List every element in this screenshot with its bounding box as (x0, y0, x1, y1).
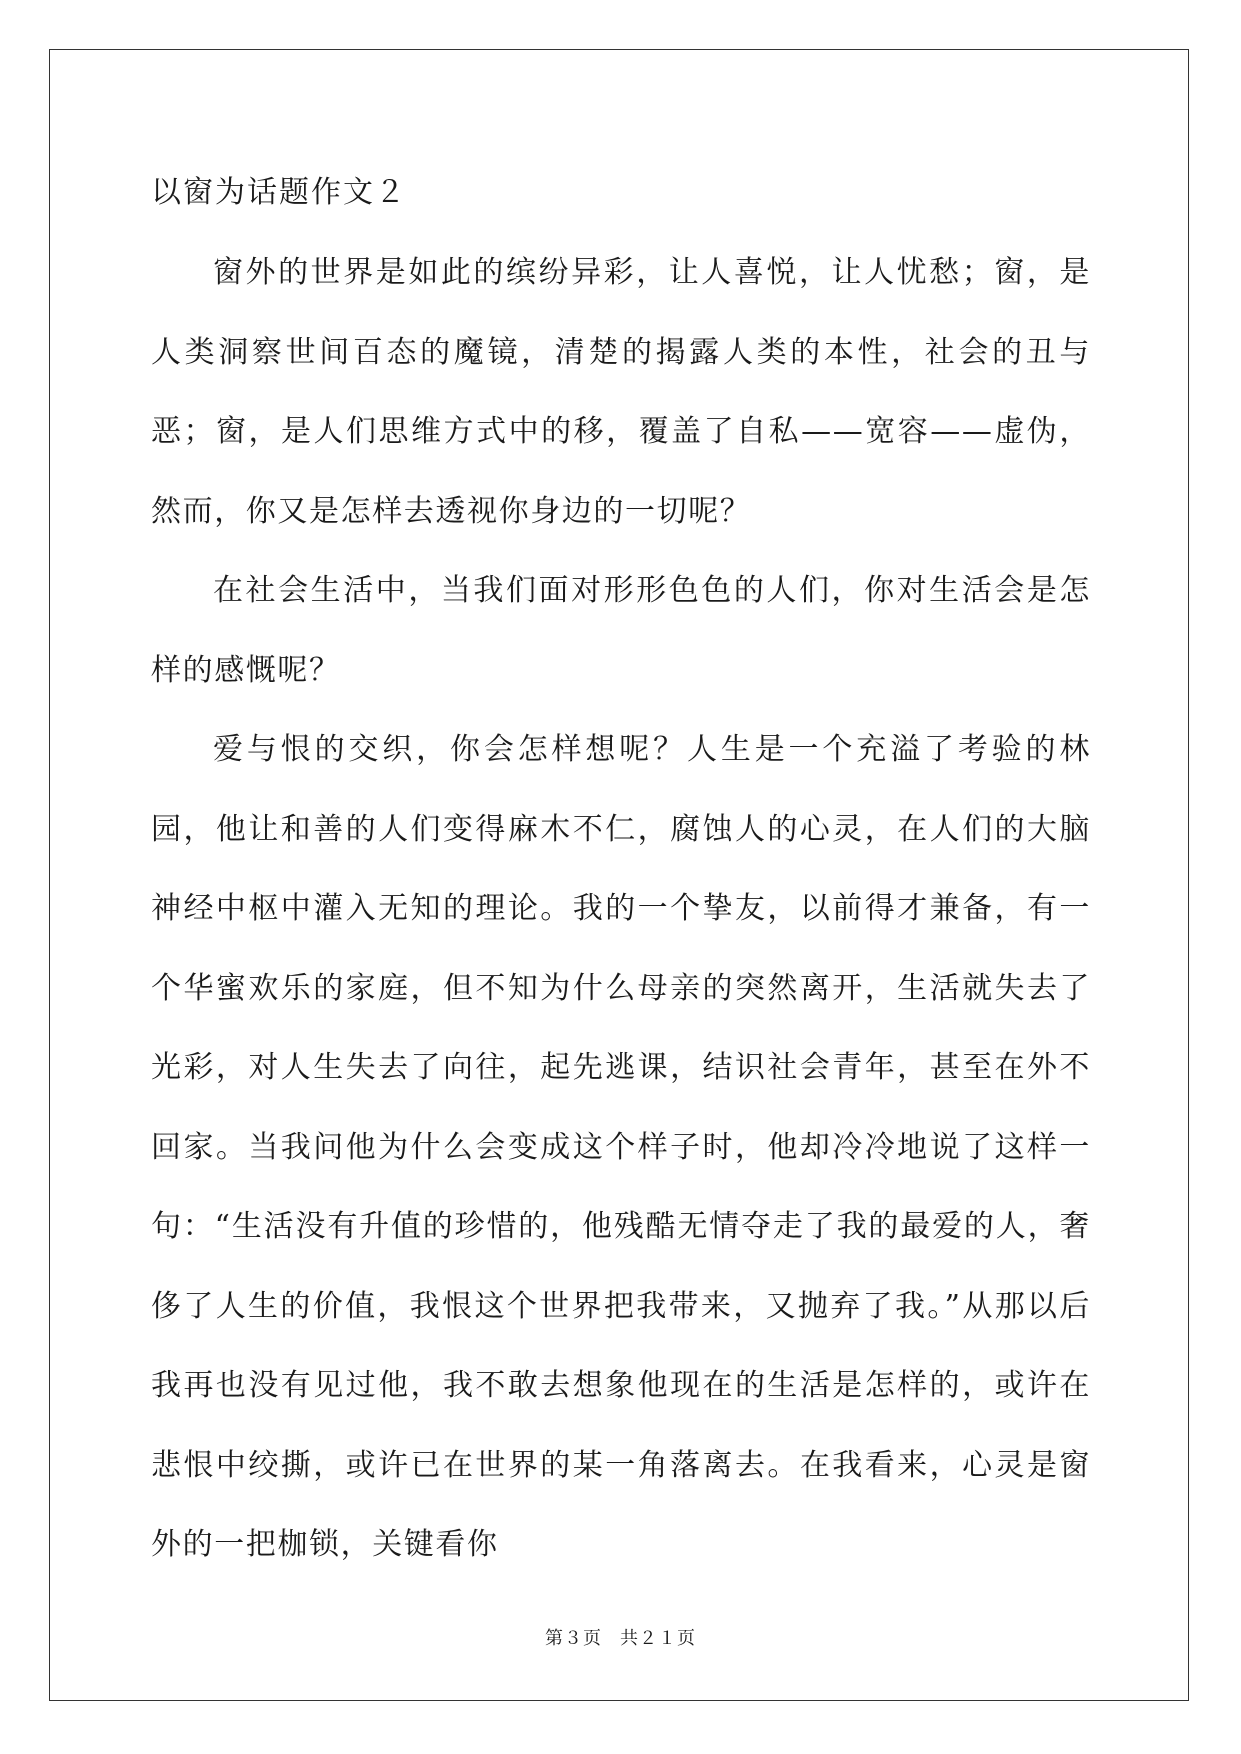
paragraph-1: 窗外的世界是如此的缤纷异彩，让人喜悦，让人忧愁；窗，是人类洞察世间百态的魔镜，清楚的揭露人类的本性，社会的丑与恶；窗，是人们思维方式中的移，覆盖了自私——宽容——虚伪，然而，你又是怎样去透视你身边的一切呢？ (151, 255, 1091, 529)
page-total: 共２１页 (620, 1628, 696, 1649)
paragraph-3: 爱与恨的交织，你会怎样想呢？人生是一个充溢了考验的林园，他让和善的人们变得麻木不仁，腐蚀人的心灵，在人们的大脑神经中枢中灌入无知的理论。我的一个挚友，以前得才兼备，有一个华蜜欢乐的家庭，但不知为什么母亲的突然离开，生活就失去了光彩，对人生失去了向往，起先逃课，结识社会青年，甚至在外不回家。当我问他为什么会变成这个样子时，他却冷冷地说了这样一句：“生活没有升值的珍惜的，他残酷无情夺走了我的最爱的人，奢侈了人生的价值，我恨这个世界把我带来，又抛弃了我。”从那以后我再也没有见过他，我不敢去想象他现在的生活是怎样的，或许在悲恨中绞撕，或许已在世界的某一角落离去。在我看来，心灵是窗外的一把枷锁，关键看你 (151, 732, 1091, 1562)
page-footer (0, 1624, 1241, 1650)
document-title: 以窗为话题作文２ (151, 175, 407, 210)
page-number: 第３页 (545, 1628, 602, 1649)
document-body (151, 153, 1091, 1585)
paragraph-2: 在社会生活中，当我们面对形形色色的人们，你对生活会是怎样的感慨呢？ (151, 573, 1091, 688)
